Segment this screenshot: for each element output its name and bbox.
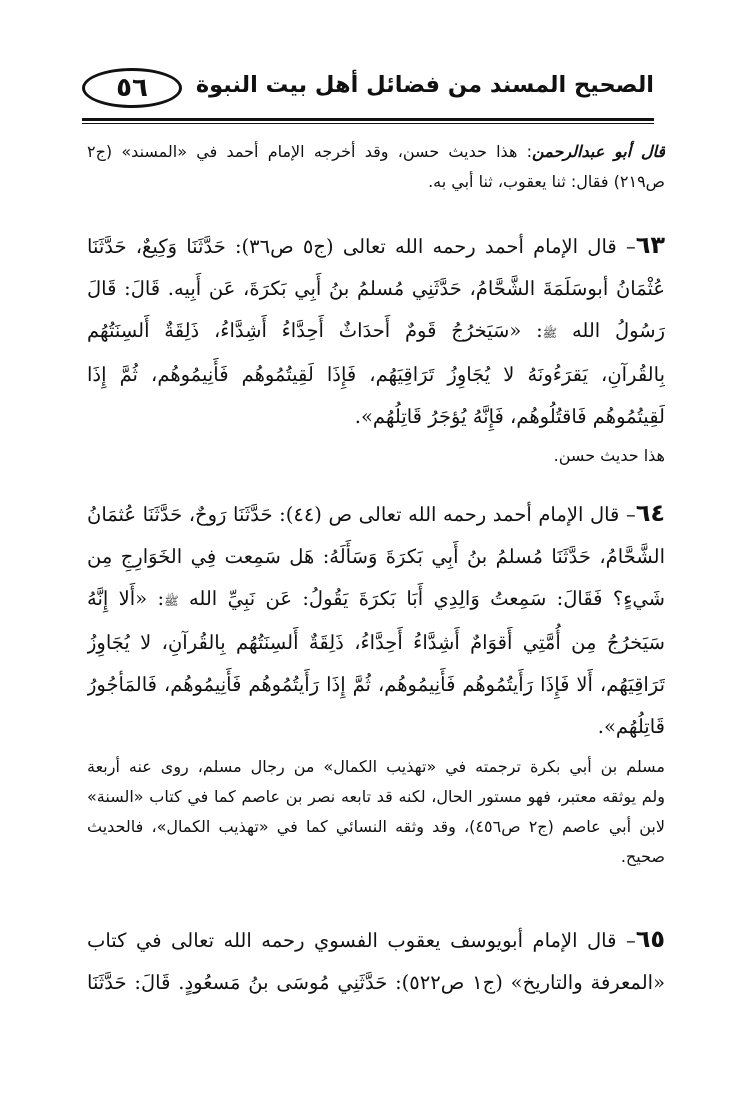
hadith-63 — [87, 224, 665, 438]
grading-note — [87, 441, 665, 471]
note-line: صحيح. — [620, 847, 665, 866]
hadith-line: شَيءٍ؟ فَقَالَ: سَمِعتُ وَالِدِي أَبَا بَكرَةَ يَقُولُ: عَن نَبِيِّ الله ﷺ: «أَلا إِنَّهُ — [87, 587, 665, 610]
note-line: مسلم بن أبي بكرة ترجمته في «تهذيب الكمال» من رجال مسلم، روى عنه أربعة — [87, 757, 665, 776]
author-comment — [87, 137, 665, 197]
page-number-badge — [82, 68, 182, 108]
hadith-line: سَيَخرُجُ مِن أُمَّتِي أَقوَامٌ أَشِدَّاءُ أَحِدَّاءُ، ذَلِقَةٌ أَلسِنَتُهُم بِالقُرآنِ، لا يُجَاوِزُ — [87, 631, 665, 654]
hadith-line: تَرَاقِيَهُم، أَلا فَإِذَا رَأَيتُمُوهُم فَأَنِيمُوهُم، ثُمَّ إِذَا رَأَيتُمُوهُم فَأَنِيمُوهُم، فَالمَأجُورُ — [87, 673, 665, 696]
note-line: لابن أبي عاصم (ج٢ ص٤٥٦)، وقد وثقه النسائي كما في «تهذيب الكمال»، فالحديث — [87, 817, 665, 836]
comment-line: قال أبو عبدالرحمن: هذا حديث حسن، وقد أخرجه الإمام أحمد في «المسند» (ج٢ — [87, 142, 665, 161]
hadith-line: ٦٣– قال الإمام أحمد رحمه الله تعالى (ج٥ ص٣٦): حَدَّثَنَا وَكِيعٌ، حَدَّثَنَا — [87, 231, 665, 259]
hadith-line: ٦٤– قال الإمام أحمد رحمه الله تعالى ص (٤٤): حَدَّثَنَا رَوحٌ، حَدَّثَنَا عُثمَانُ — [87, 499, 665, 527]
header-rule-thin — [82, 123, 654, 124]
salla-glyph: ﷺ — [542, 326, 558, 340]
hadith-number: ٦٥ — [635, 925, 665, 953]
hadith-line: الشَّحَّامُ، حَدَّثَنَا مُسلمُ بنُ أَبِي بَكرَةَ وَسَأَلَهُ: هَل سَمِعت فِي الخَوَارِجِ مِن — [87, 545, 665, 568]
comment-line: ص٢١٩) فقال: ثنا يعقوب، ثنا أبي به. — [428, 172, 665, 191]
book-title: الصحيح المسند من فضائل أهل بيت النبوة — [195, 72, 654, 98]
salla-glyph: ﷺ — [164, 594, 179, 608]
hadith-line: بِالقُرآنِ، يَقرَءُونَهُ لا يُجَاوِزُ تَرَاقِيَهُم، فَإِذَا لَقِيتُمُوهُم فَأَنِيمُوهُم، ثُمَّ إِذَا — [87, 363, 665, 386]
hadith-line: لَقِيتُمُوهُم فَاقتُلُوهُم، فَإِنَّهُ يُؤجَرُ قَاتِلُهُم». — [354, 405, 665, 428]
hadith-65 — [87, 918, 665, 1004]
hadith-number: ٦٣ — [635, 231, 665, 259]
hadith-line: رَسُولُ الله ﷺ: «سَيَخرُجُ قَومٌ أَحدَاثٌ أَحِدَّاءُ أَشِدَّاءُ، ذَلِقَةٌ أَلسِنَتُهُم — [87, 319, 665, 342]
hadith-line: ٦٥– قال الإمام أبويوسف يعقوب الفسوي رحمه الله تعالى في كتاب — [87, 925, 665, 953]
hadith-number: ٦٤ — [635, 499, 665, 527]
running-header — [82, 64, 654, 116]
hadith-64 — [87, 492, 665, 748]
note-line: هذا حديث حسن. — [553, 446, 665, 465]
page-number: ٥٦ — [116, 73, 148, 103]
header-rule — [82, 118, 654, 121]
hadith-line: عُثْمَانُ أبوسَلَمَةَ الشَّحَّامُ، حَدَّثَنِي مُسلمُ بنُ أَبِي بَكرَةَ، عَن أَبِيه. قَالَ: قَالَ — [87, 277, 665, 300]
note-line: ولم يوثقه معتبر، فهو مستور الحال، لكنه قد تابعه نصر بن عاصم كما في كتاب «السنة» — [87, 787, 665, 806]
hadith-line: قَاتِلُهُم». — [597, 715, 665, 738]
signature: قال أبو عبدالرحمن — [532, 142, 665, 161]
hadith-line: «المعرفة والتاريخ» (ج١ ص٥٢٢): حَدَّثَنِي مُوسَى بنُ مَسعُودٍ. قَالَ: حَدَّثَنَا — [87, 971, 665, 994]
commentary-64 — [87, 752, 665, 872]
